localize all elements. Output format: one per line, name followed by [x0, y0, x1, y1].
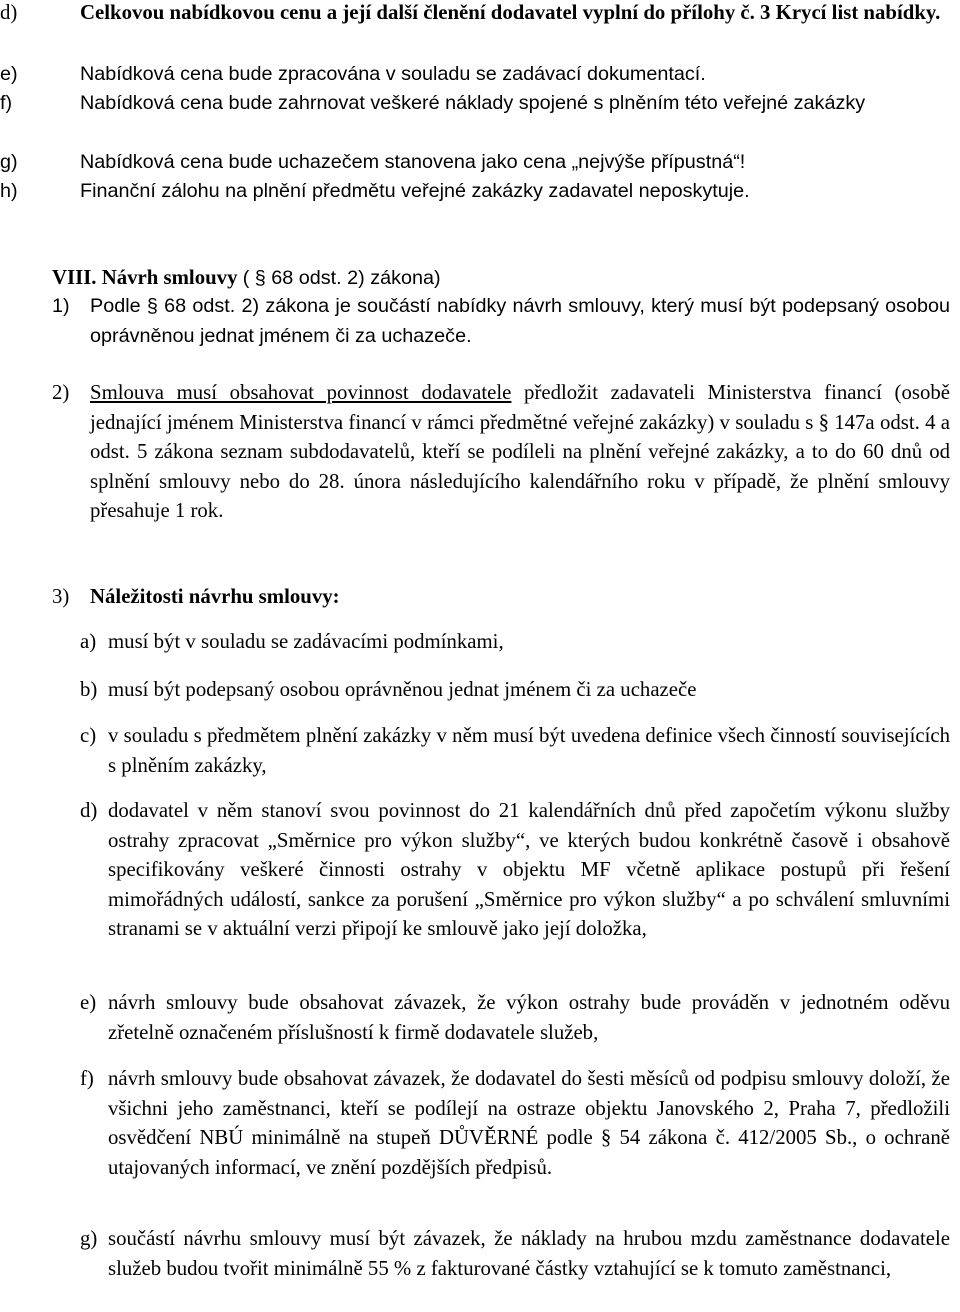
item-marker: e) — [0, 63, 18, 85]
item-marker: f) — [0, 92, 13, 114]
item-marker: f) — [80, 1067, 94, 1090]
item-text: musí být v souladu se zadávacími podmínkami, — [108, 630, 504, 653]
item-text: dodavatel v něm stanoví svou povinnost do 21 kalendářních dnů před započetím výkonu služby ostrahy zpracovat „Směrnice pro výkon služby“, ve kterých budou konkrétně časově i obsahově specifikovány veškeré činnosti ostrahy v objektu MF včetně aplikace postupů při řešení mimořádných událostí, sankce za porušení „Směrnice pro výkon služby“ a po schválení smluvními stranami se v aktuální verzi připojí ke smlouvě jako její doložka, — [108, 799, 950, 940]
item-e — [0, 988, 960, 1047]
item-b — [0, 675, 960, 705]
item-text: musí být podepsaný osobou oprávněnou jednat jménem či za uchazeče — [108, 678, 697, 701]
item-text: součástí návrhu smlouvy musí být závazek, že náklady na hrubou mzdu zaměstnance dodavatele služeb budou tvořit minimálně 55 % z fakturované částky vztahující se k tomuto zaměstnanci, — [108, 1227, 950, 1280]
item-a — [0, 627, 960, 657]
item-g — [0, 1224, 960, 1283]
item-text: Nabídková cena bude zpracována v souladu se zadávací dokumentací. — [80, 63, 706, 85]
item-text: Nabídková cena bude zahrnovat veškeré náklady spojené s plněním této veřejné zakázky — [80, 92, 866, 114]
point-text: Náležitosti návrhu smlouvy: — [90, 585, 340, 608]
item-marker: b) — [80, 678, 98, 701]
point-marker: 1) — [52, 295, 70, 317]
item-text: Finanční zálohu na plnění předmětu veřejné zakázky zadavatel neposkytuje. — [80, 180, 750, 202]
item-marker: g) — [80, 1227, 98, 1250]
item-g-top — [0, 148, 960, 178]
point-3 — [0, 582, 960, 612]
item-marker: d) — [80, 799, 98, 822]
item-marker: a) — [80, 630, 97, 653]
section-reference: ( § 68 odst. 2) zákona) — [242, 267, 441, 289]
item-marker: g) — [0, 151, 18, 173]
point-marker: 2) — [52, 381, 70, 404]
point-2 — [0, 378, 960, 526]
item-text: Celkovou nabídkovou cenu a její další členění dodavatel vyplní do přílohy č. 3 Krycí list nabídky. — [80, 1, 941, 24]
item-text: návrh smlouvy bude obsahovat závazek, že výkon ostrahy bude prováděn v jednotném oděvu zřetelně označeném příslušností k firmě dodavatele služeb, — [108, 991, 950, 1044]
item-d-top — [0, 0, 960, 28]
item-marker: d) — [0, 1, 18, 24]
item-text: Nabídková cena bude uchazečem stanovena jako cena „nejvýše přípustná“! — [80, 151, 746, 173]
item-text: v souladu s předmětem plnění zakázky v něm musí být uvedena definice všech činností souvisejících s plněním zakázky, — [108, 724, 950, 777]
point-marker: 3) — [52, 585, 70, 608]
item-e-top — [0, 60, 960, 90]
item-c — [0, 721, 960, 780]
item-text: návrh smlouvy bude obsahovat závazek, že dodavatel do šesti měsíců od podpisu smlouvy doloží, že všichni jeho zaměstnanci, kteří se podílejí na ostraze objektu Janovského 2, Praha 7, předložili osvědčení NBÚ minimálně na stupeň DŮVĚRNÉ podle § 54 zákona č. 412/2005 Sb., o ochraně utajovaných informací, ve znění pozdějších předpisů. — [108, 1067, 950, 1179]
point-text: předložit zadavateli Ministerstva financí (osobě jednající jménem Ministerstva financí v rámci předmětné veřejné zakázky) v souladu s § 147a odst. 4 a odst. 5 zákona seznam subdodavatelů, kteří se podíleli na plnění veřejné zakázky, a to do 60 dnů od splnění smlouvy nebo do 28. února následujícího kalendářního roku v případě, že plnění smlouvy přesahuje 1 rok. — [90, 381, 950, 522]
section-number: VIII. — [52, 266, 97, 289]
section-heading — [52, 263, 960, 294]
item-marker: c) — [80, 724, 97, 747]
section-title: Návrh smlouvy — [101, 266, 238, 289]
point-text: Podle § 68 odst. 2) zákona je součástí nabídky návrh smlouvy, který musí být podepsaný osobou oprávněnou jednat jménem či za uchazeče. — [90, 295, 950, 347]
item-d — [0, 796, 960, 944]
item-f-top — [0, 89, 960, 119]
point-1 — [0, 292, 960, 351]
item-marker: e) — [80, 991, 97, 1014]
point-underlined-text: Smlouva musí obsahovat povinnost dodavatele — [90, 381, 512, 404]
item-f — [0, 1064, 960, 1182]
item-marker: h) — [0, 180, 18, 202]
item-h-top — [0, 177, 960, 207]
